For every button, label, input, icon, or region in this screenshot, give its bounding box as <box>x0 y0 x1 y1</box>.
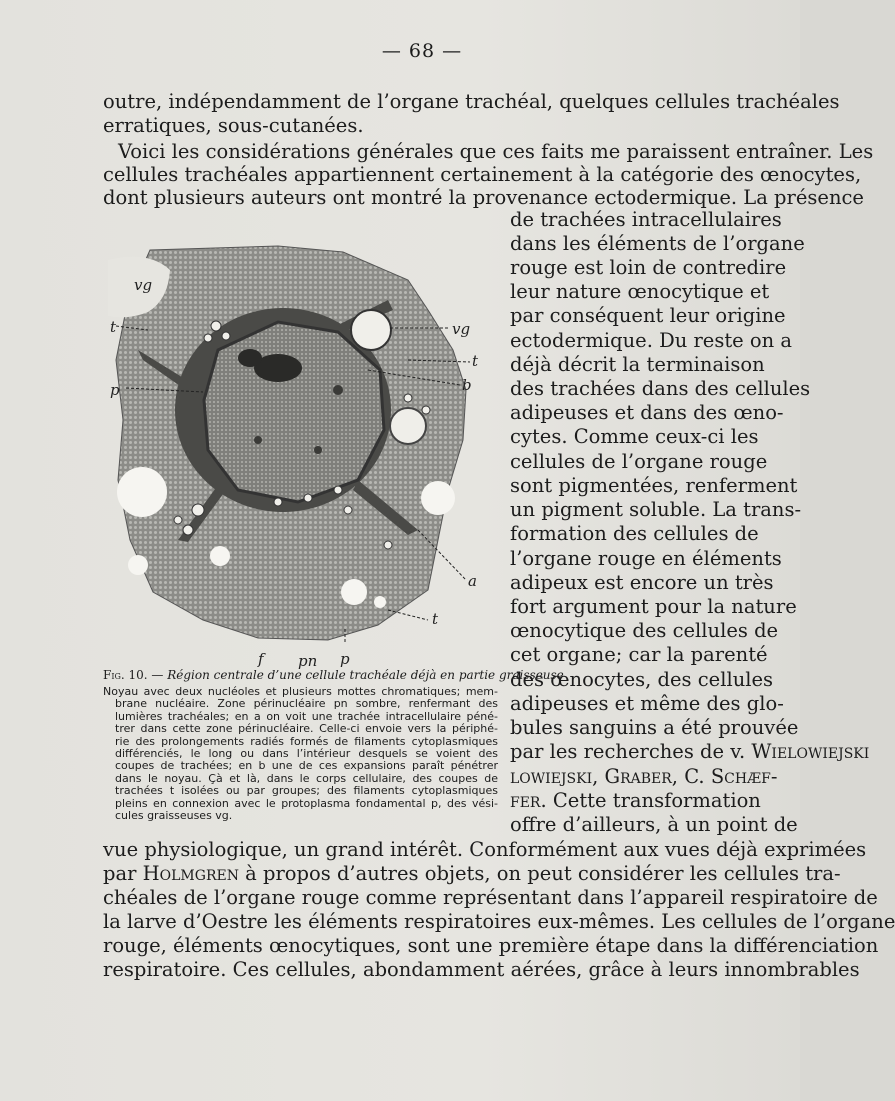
paragraph-line: fort argument pour la nature <box>510 595 797 618</box>
paragraph-line: formation des cellules de <box>510 522 759 545</box>
chromatin-clump <box>314 446 322 454</box>
figure-label: pn <box>298 652 318 670</box>
figure-label: f <box>258 650 264 668</box>
paragraph-line: outre, indépendamment de l’organe trachéal, quelques cellules trachéales <box>103 90 840 113</box>
figure-label: b <box>462 376 472 394</box>
nucleolus <box>238 349 262 367</box>
paragraph-line: dans les éléments de l’organe <box>510 232 805 255</box>
chromatin-clump <box>333 385 343 395</box>
paragraph-line: cytes. Comme ceux-ci les <box>510 425 759 448</box>
paragraph-line: chéales de l’organe rouge comme représentant dans l’appareil respiratoire de <box>103 886 878 909</box>
nucleus <box>204 322 384 502</box>
paragraph-line: dont plusieurs auteurs ont montré la provenance ectodermique. La présence <box>103 186 864 209</box>
paragraph-line: par les recherches de v. Wielowiejski <box>510 740 870 763</box>
paragraph-line: fer. Cette transformation <box>510 789 761 812</box>
fat-vesicle <box>341 579 367 605</box>
paragraph-line: cet organe; car la parenté <box>510 643 768 666</box>
figure-label: t <box>110 318 117 336</box>
page-number: — 68 — <box>381 40 463 62</box>
figure-label: p <box>110 381 120 399</box>
figure-label: vg <box>134 276 153 294</box>
paragraph-line: sont pigmentées, renferment <box>510 474 798 497</box>
paragraph-line: par conséquent leur origine <box>510 304 786 327</box>
paragraph-line: par Holmgren à propos d’autres objets, on peut considérer les cellules tra- <box>103 862 841 885</box>
fat-vesicle <box>390 408 426 444</box>
paragraph-line: de trachées intracellulaires <box>510 208 782 231</box>
paragraph-line: adipeux est encore un très <box>510 571 774 594</box>
fat-vesicle <box>117 467 167 517</box>
paragraph-line: déjà décrit la terminaison <box>510 353 765 376</box>
figure-label: p <box>340 650 350 668</box>
paragraph-line: des trachées dans des cellules <box>510 377 811 400</box>
paragraph-line: adipeuses et dans des œno- <box>510 401 784 424</box>
fat-vesicle <box>374 596 386 608</box>
figure-caption-body: Noyau avec deux nucléoles et plusieurs mottes chromatiques; mem- brane nucléaire. Zone périnucléaire pn sombre, renfermant des lumières trachéales; en a on voit une trachée intracellulaire péné- trer dans cette zone périnucléaire. Celle-ci envoie vers la périphé- rie des prolongements radiés formés de filaments cytoplasmiques différenciés, le long ou dans l’intérieur desquels se voient des coupes de trachées; en b une de ces expansions paraît pénétrer dans le noyau. Çà et là, dans le corps cellulaire, des coupes de trachées t isolées ou par groupes; des filaments cytoplasmiques pleins en connexion avec le protoplasma fondamental p, des vési- cules graisseuses vg. <box>103 685 498 823</box>
paragraph-line: rouge est loin de contredire <box>510 256 787 279</box>
figure-label: t <box>472 352 479 370</box>
paragraph-line: lowiejski, Graber, C. Schæf- <box>510 765 778 788</box>
paragraph-line: rouge, éléments œnocytiques, sont une première étape dans la différenciation <box>103 934 879 957</box>
paragraph-line: vue physiologique, un grand intérêt. Conformément aux vues déjà exprimées <box>103 838 867 861</box>
fat-vesicle <box>421 481 455 515</box>
figure-caption-title: Fig. 10. — Région centrale d’une cellule trachéale déjà en partie graisseuse <box>103 668 564 682</box>
paragraph-line: la larve d’Oestre les éléments respiratoires eux-mêmes. Les cellules de l’organe <box>103 910 895 933</box>
fat-vesicle <box>351 310 391 350</box>
paragraph-line: leur nature œnocytique et <box>510 280 770 303</box>
figure-label: vg <box>452 320 471 338</box>
paragraph-line: offre d’ailleurs, à un point de <box>510 813 798 836</box>
fat-vesicle <box>128 555 148 575</box>
paragraph-line: respiratoire. Ces cellules, abondamment aérées, grâce à leurs innombrables <box>103 958 860 981</box>
paragraph-line: ectodermique. Du reste on a <box>510 329 793 352</box>
figure-label: t <box>432 610 439 628</box>
paragraph-line: adipeuses et même des glo- <box>510 692 784 715</box>
paragraph-line: cellules de l’organe rouge <box>510 450 768 473</box>
paragraph-line: l’organe rouge en éléments <box>510 547 782 570</box>
fat-vesicle <box>210 546 230 566</box>
paragraph-line: bules sanguins a été prouvée <box>510 716 799 739</box>
cell-illustration <box>108 240 503 670</box>
figure-label: a <box>468 572 477 590</box>
paragraph-line: œnocytique des cellules de <box>510 619 779 642</box>
chromatin-clump <box>254 436 262 444</box>
paragraph-line: erratiques, sous-cutanées. <box>103 114 364 137</box>
paragraph-line: des œnocytes, des cellules <box>510 668 774 691</box>
paragraph-line: un pigment soluble. La trans- <box>510 498 802 521</box>
paragraph-line: Voici les considérations générales que ces faits me paraissent entraîner. Les <box>118 140 874 163</box>
paragraph-line: cellules trachéales appartiennent certainement à la catégorie des œnocytes, <box>103 163 862 186</box>
